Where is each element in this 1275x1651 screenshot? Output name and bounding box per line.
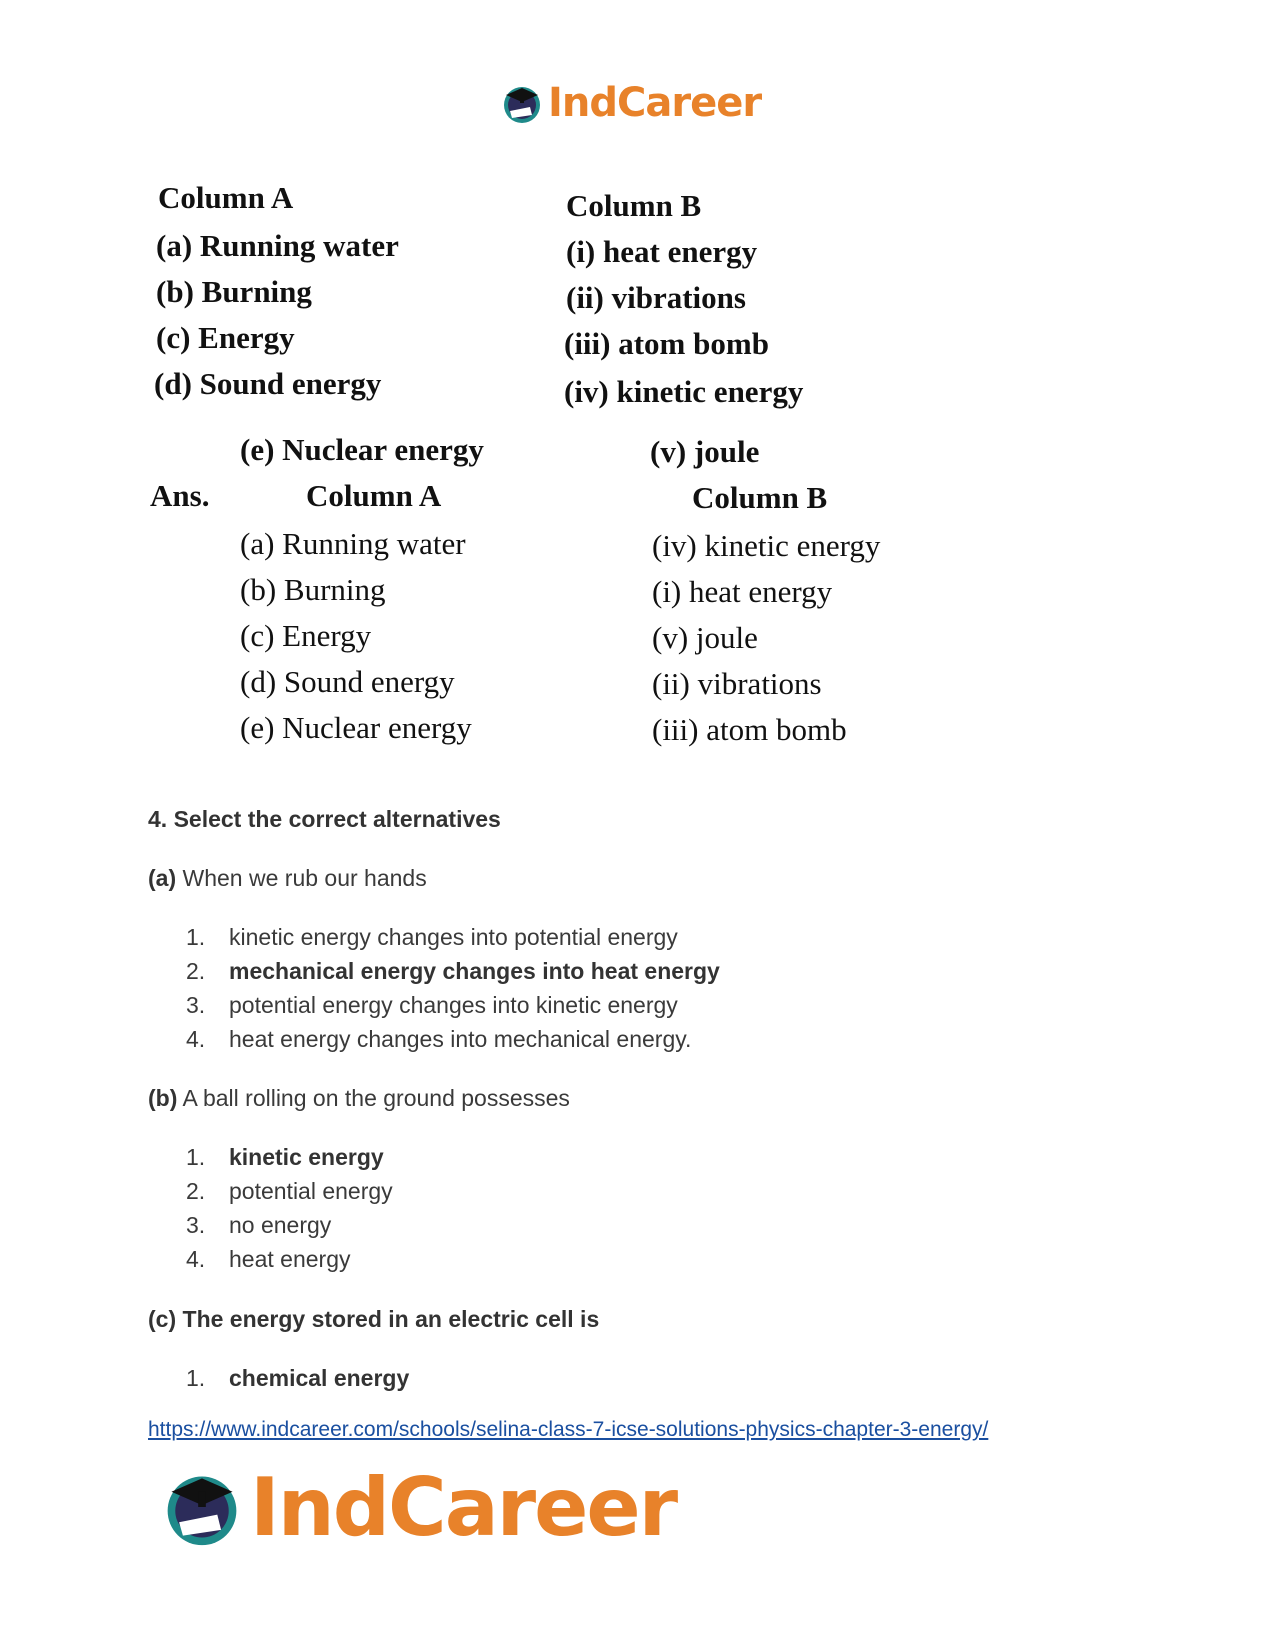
question-col-a-item: (d) Sound energy [154, 366, 382, 401]
bottom-logo [160, 1462, 676, 1552]
answer-col-b-item: (v) joule [652, 620, 758, 655]
answer-label: Ans. [150, 478, 210, 513]
question-c [148, 1306, 599, 1333]
option-item: heat energy [229, 1246, 351, 1272]
question-col-b-item: (v) joule [650, 434, 760, 469]
question-col-b-item: (ii) vibrations [566, 280, 746, 315]
question-col-b-header: Column B [566, 188, 702, 223]
answer-col-b-item: (ii) vibrations [652, 666, 822, 701]
question-text: When we rub our hands [182, 865, 427, 891]
list-number: 1. [186, 1144, 206, 1170]
question-label: (c) [148, 1306, 177, 1332]
list-number: 2. [186, 1178, 206, 1204]
list-number: 4. [186, 1246, 206, 1272]
question-col-a-item: (c) Energy [156, 320, 295, 355]
option-item: potential energy changes into kinetic energy [229, 992, 678, 1018]
answer-col-a-header: Column A [306, 478, 442, 513]
answer-col-a-item: (e) Nuclear energy [240, 710, 472, 745]
list-number: 1. [186, 1365, 206, 1391]
question-col-b-item: (iii) atom bomb [564, 326, 769, 361]
graduation-cap-icon [160, 1465, 244, 1549]
answer-col-b-item: (i) heat energy [652, 574, 833, 609]
option-item: no energy [229, 1212, 332, 1238]
question-col-b-item: (i) heat energy [566, 234, 758, 269]
question-label: (b) [148, 1085, 178, 1111]
question-text: The energy stored in an electric cell is [182, 1306, 600, 1332]
list-number: 4. [186, 1026, 206, 1052]
option-item-correct: chemical energy [229, 1365, 410, 1391]
brand-name: IndCareer [548, 80, 762, 126]
answer-col-b-item: (iii) atom bomb [652, 712, 847, 747]
question-text: A ball rolling on the ground possesses [182, 1085, 570, 1111]
question-col-b-item: (iv) kinetic energy [564, 374, 804, 409]
question-col-a-item: (e) Nuclear energy [240, 432, 484, 467]
question-col-a-item: (b) Burning [156, 274, 312, 309]
answer-col-a-item: (c) Energy [240, 618, 372, 653]
answer-col-b-item: (iv) kinetic energy [652, 528, 881, 563]
answer-col-b-header: Column B [692, 480, 828, 515]
answer-col-a-item: (a) Running water [240, 526, 466, 561]
section-heading: 4. Select the correct alternatives [148, 806, 501, 832]
question-col-a-header: Column A [158, 180, 294, 215]
option-item: heat energy changes into mechanical energy. [229, 1026, 692, 1052]
option-item-correct: mechanical energy changes into heat energy [229, 958, 720, 984]
source-link[interactable]: https://www.indcareer.com/schools/selina-class-7-icse-solutions-physics-chapter-3-energy/ [148, 1418, 989, 1441]
option-item: kinetic energy changes into potential energy [229, 924, 678, 950]
question-col-a-item: (a) Running water [156, 228, 399, 263]
list-number: 2. [186, 958, 206, 984]
brand-name: IndCareer [250, 1460, 677, 1554]
answer-col-a-item: (b) Burning [240, 572, 386, 607]
answer-col-a-item: (d) Sound energy [240, 664, 455, 699]
list-number: 3. [186, 1212, 206, 1238]
list-number: 3. [186, 992, 206, 1018]
list-number: 1. [186, 924, 206, 950]
question-a [148, 865, 427, 892]
question-b [148, 1085, 570, 1112]
option-item: potential energy [229, 1178, 393, 1204]
graduation-cap-icon [500, 81, 544, 125]
top-logo [500, 78, 761, 128]
option-item-correct: kinetic energy [229, 1144, 384, 1170]
question-label: (a) [148, 865, 177, 891]
